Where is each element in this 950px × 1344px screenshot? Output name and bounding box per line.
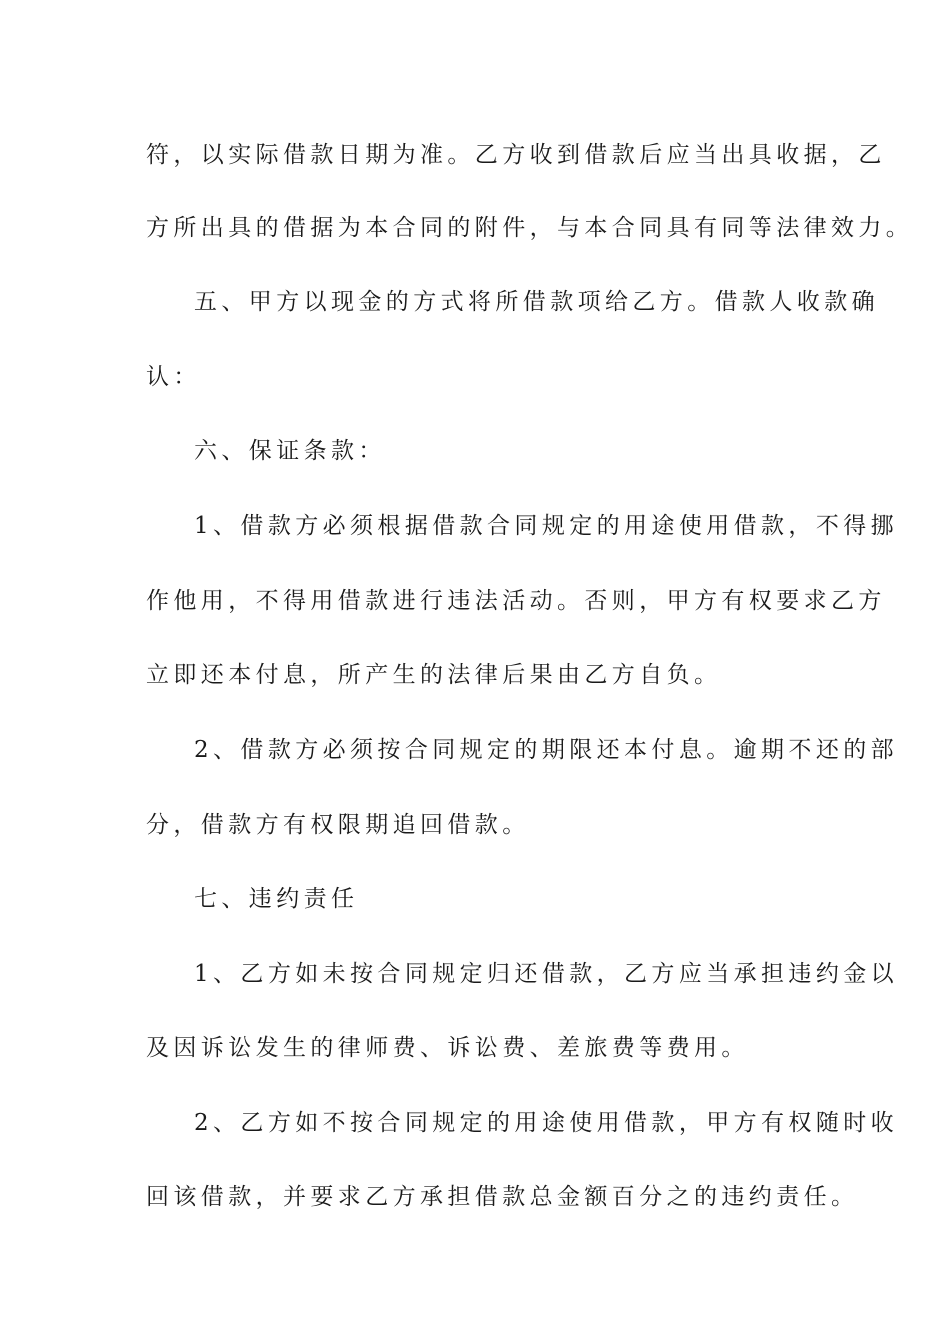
text-line: 及因诉讼发生的律师费、诉讼费、差旅费等费用。 xyxy=(146,1035,749,1061)
text-line: 符，以实际借款日期为准。乙方收到借款后应当出具收据，乙 xyxy=(146,142,886,168)
text-line: 认： xyxy=(146,364,201,390)
clause-6-2: 2、借款方必须按合同规定的期限还本付息。逾期不还的部 xyxy=(194,737,899,763)
text-line: 分，借款方有权限期追回借款。 xyxy=(146,812,530,838)
text-line: 立即还本付息，所产生的法律后果由乙方自负。 xyxy=(146,662,722,688)
text-line: 回该借款，并要求乙方承担借款总金额百分之的违约责任。 xyxy=(146,1184,859,1210)
clause-6-1: 1、借款方必须根据借款合同规定的用途使用借款，不得挪 xyxy=(194,513,899,539)
clause-7-2: 2、乙方如不按合同规定的用途使用借款，甲方有权随时收 xyxy=(194,1110,899,1136)
text-line: 作他用，不得用借款进行违法活动。否则，甲方有权要求乙方 xyxy=(146,588,886,614)
clause-7-1: 1、乙方如未按合同规定归还借款，乙方应当承担违约金以 xyxy=(194,961,899,987)
section-heading-guarantee: 六、保证条款： xyxy=(194,438,386,464)
section-heading-liability: 七、违约责任 xyxy=(194,886,359,912)
paragraph-five: 五、甲方以现金的方式将所借款项给乙方。借款人收款确 xyxy=(194,289,879,315)
text-line: 方所出具的借据为本合同的附件，与本合同具有同等法律效力。 xyxy=(146,215,914,241)
